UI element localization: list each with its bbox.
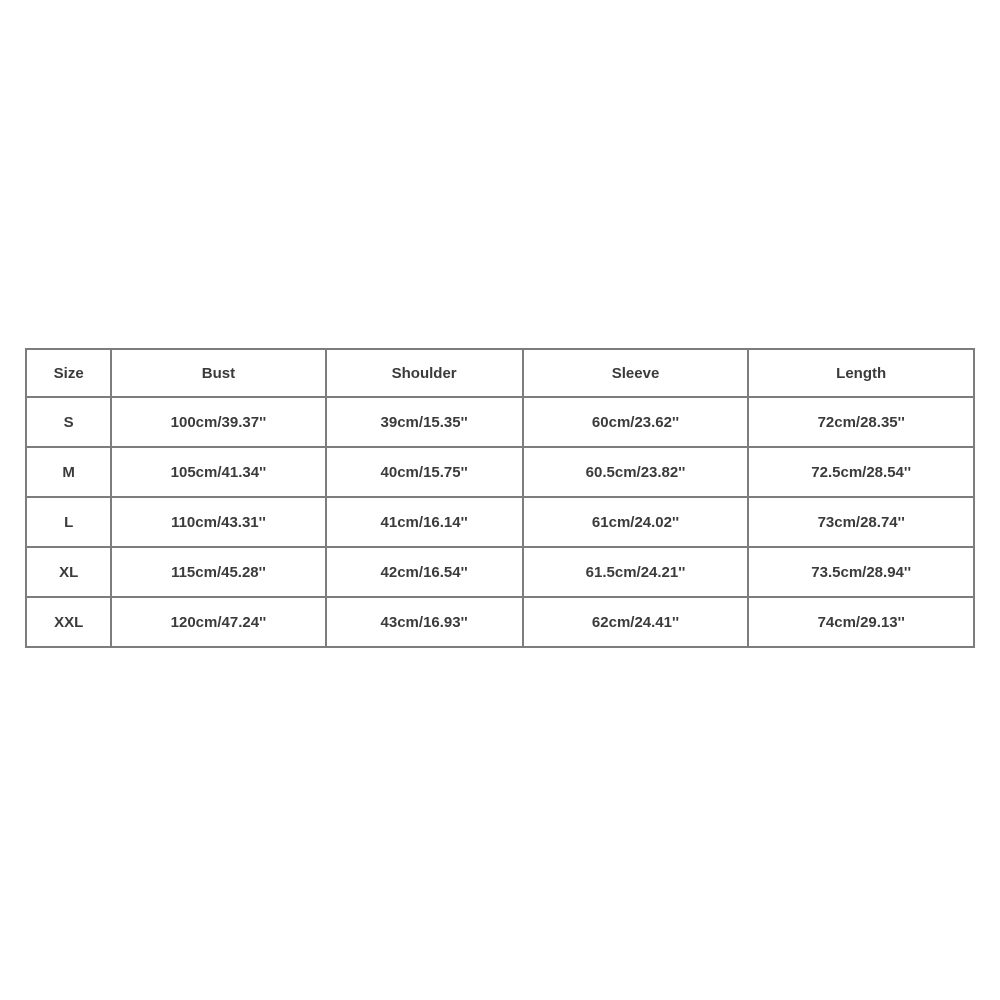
size-chart-header bbox=[26, 349, 974, 397]
measurement-cell: 60.5cm/23.82'' bbox=[523, 447, 749, 497]
measurement-cell: 60cm/23.62'' bbox=[523, 397, 749, 447]
column-header-shoulder: Shoulder bbox=[326, 349, 523, 397]
size-label-cell: XL bbox=[26, 547, 111, 597]
table-row bbox=[26, 447, 974, 497]
measurement-cell: 62cm/24.41'' bbox=[523, 597, 749, 647]
measurement-cell: 73.5cm/28.94'' bbox=[748, 547, 974, 597]
column-header-bust: Bust bbox=[111, 349, 325, 397]
table-row bbox=[26, 597, 974, 647]
table-row bbox=[26, 497, 974, 547]
measurement-cell: 73cm/28.74'' bbox=[748, 497, 974, 547]
measurement-cell: 43cm/16.93'' bbox=[326, 597, 523, 647]
table-row bbox=[26, 397, 974, 447]
size-label-cell: S bbox=[26, 397, 111, 447]
measurement-cell: 115cm/45.28'' bbox=[111, 547, 325, 597]
measurement-cell: 72.5cm/28.54'' bbox=[748, 447, 974, 497]
measurement-cell: 61.5cm/24.21'' bbox=[523, 547, 749, 597]
measurement-cell: 120cm/47.24'' bbox=[111, 597, 325, 647]
size-label-cell: XXL bbox=[26, 597, 111, 647]
measurement-cell: 105cm/41.34'' bbox=[111, 447, 325, 497]
size-label-cell: M bbox=[26, 447, 111, 497]
size-chart-body bbox=[26, 397, 974, 647]
measurement-cell: 110cm/43.31'' bbox=[111, 497, 325, 547]
measurement-cell: 40cm/15.75'' bbox=[326, 447, 523, 497]
header-row bbox=[26, 349, 974, 397]
measurement-cell: 41cm/16.14'' bbox=[326, 497, 523, 547]
measurement-cell: 74cm/29.13'' bbox=[748, 597, 974, 647]
measurement-cell: 61cm/24.02'' bbox=[523, 497, 749, 547]
size-label-cell: L bbox=[26, 497, 111, 547]
measurement-cell: 72cm/28.35'' bbox=[748, 397, 974, 447]
measurement-cell: 39cm/15.35'' bbox=[326, 397, 523, 447]
table-row bbox=[26, 547, 974, 597]
measurement-cell: 100cm/39.37'' bbox=[111, 397, 325, 447]
measurement-cell: 42cm/16.54'' bbox=[326, 547, 523, 597]
size-chart-table bbox=[25, 348, 975, 648]
column-header-size: Size bbox=[26, 349, 111, 397]
column-header-sleeve: Sleeve bbox=[523, 349, 749, 397]
column-header-length: Length bbox=[748, 349, 974, 397]
